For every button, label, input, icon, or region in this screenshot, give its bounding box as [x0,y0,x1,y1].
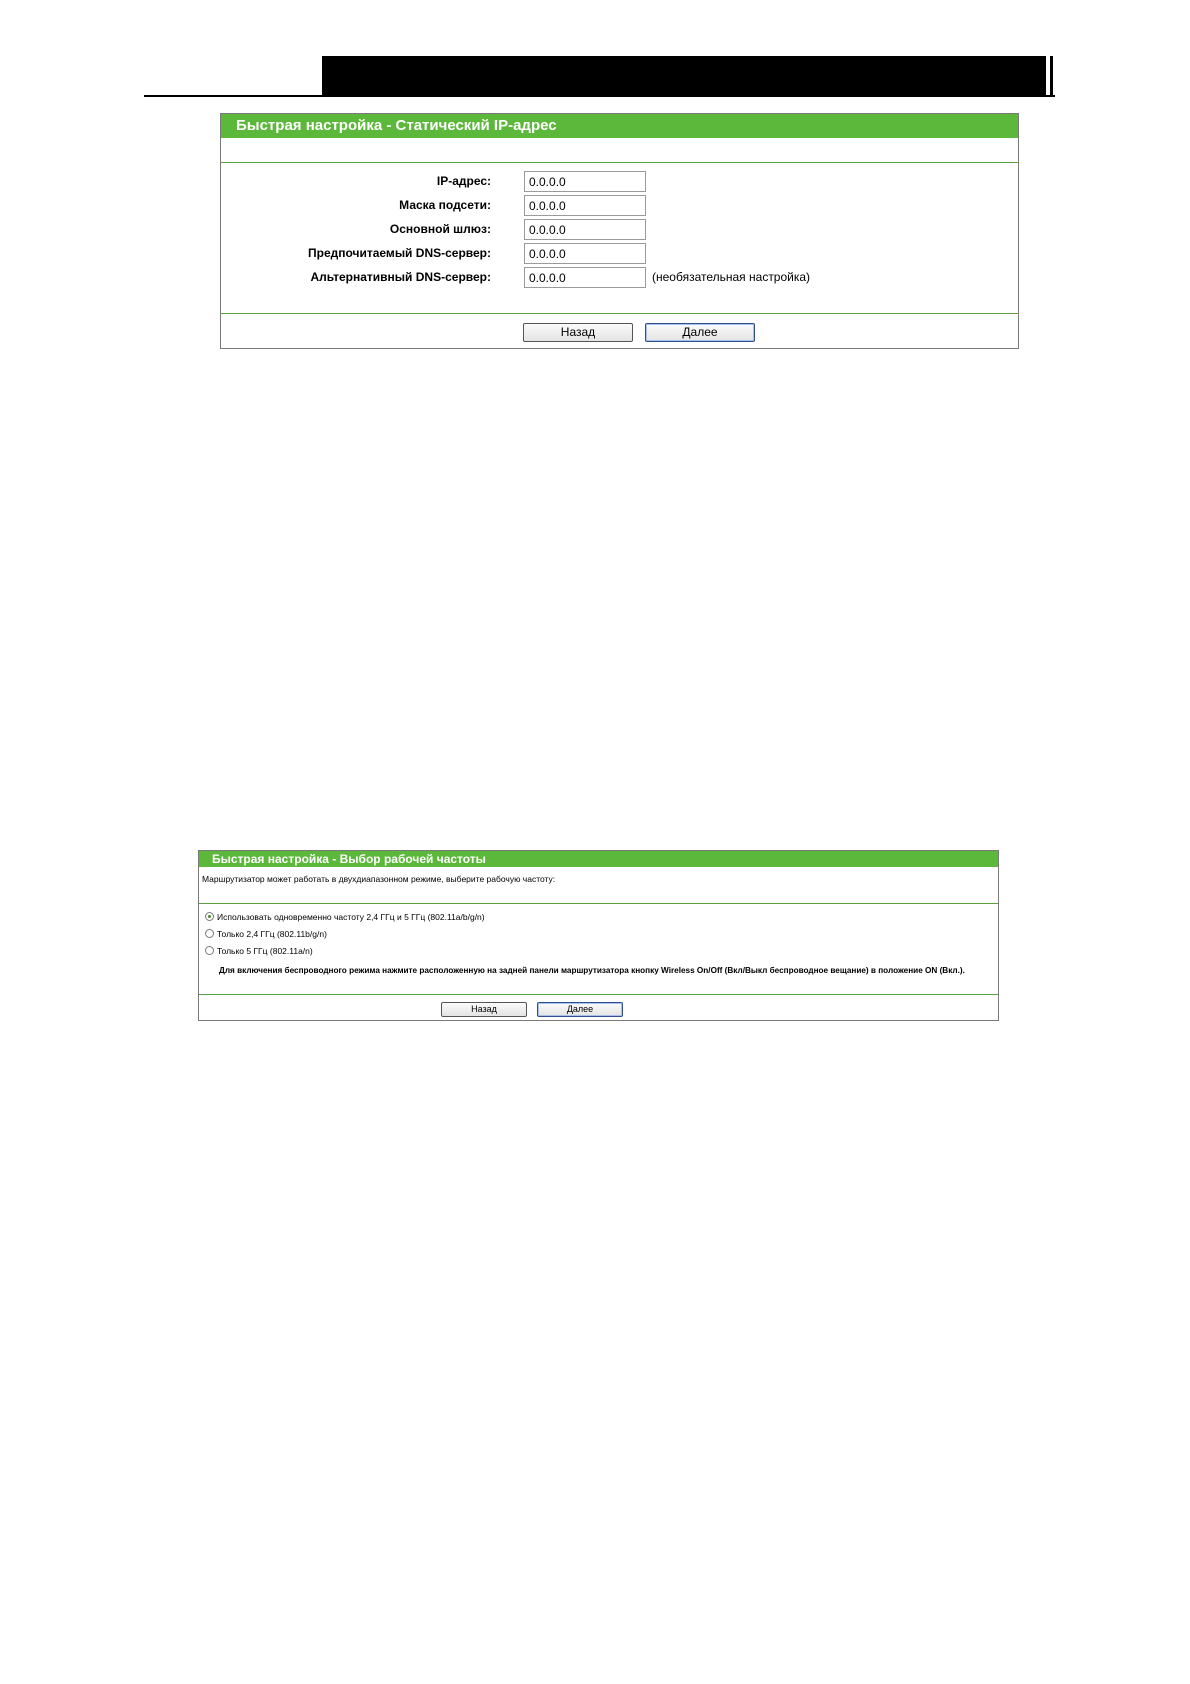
radio-option-5ghz[interactable] [205,945,313,959]
gateway-input[interactable] [524,219,646,240]
radio-button[interactable] [205,929,214,938]
panel-title: Быстрая настройка - Выбор рабочей частоты [199,851,998,867]
radio-label: Использовать одновременно частоту 2,4 ГГц и 5 ГГц (802.11a/b/g/n) [217,911,485,922]
subnet-mask-input[interactable] [524,195,646,216]
divider [221,162,1018,163]
radio-option-dual-band[interactable] [205,911,485,925]
frequency-panel [198,850,999,1021]
panel-title: Быстрая настройка - Статический IP-адрес [221,114,1018,138]
divider [199,903,998,904]
document-header-end [1050,56,1053,96]
gateway-label: Основной шлюз: [389,222,491,236]
ip-address-input[interactable] [524,171,646,192]
radio-label: Только 2,4 ГГц (802.11b/g/n) [217,928,327,939]
divider [221,313,1018,314]
secondary-dns-input[interactable] [524,267,646,288]
next-button[interactable]: Далее [645,323,755,342]
subnet-mask-row [221,195,1018,217]
optional-note: (необязательная настройка) [652,270,811,284]
back-button[interactable]: Назад [441,1002,527,1017]
wireless-note: Для включения беспроводного режима нажмите расположенную на задней панели маршрутизатора кнопку Wireless On/Off (Вкл/Выкл беспроводное вещание) в положение ON (Вкл.). [219,966,965,975]
static-ip-panel [220,113,1019,349]
primary-dns-label: Предпочитаемый DNS-сервер: [308,246,491,260]
document-header-bar [322,56,1050,96]
radio-label: Только 5 ГГц (802.11a/n) [217,945,313,956]
ip-address-row [221,171,1018,193]
subnet-mask-label: Маска подсети: [399,198,491,212]
secondary-dns-label: Альтернативный DNS-сервер: [310,270,491,284]
secondary-dns-row [221,267,1018,289]
primary-dns-input[interactable] [524,243,646,264]
description-text: Маршрутизатор может работать в двухдиапазонном режиме, выберите рабочую частоту: [202,874,556,884]
document-header-rule [144,95,1055,97]
radio-button[interactable] [205,946,214,955]
gateway-row [221,219,1018,241]
radio-button-selected[interactable] [205,912,214,921]
next-button[interactable]: Далее [537,1002,623,1017]
divider [199,994,998,995]
primary-dns-row [221,243,1018,265]
radio-option-2-4ghz[interactable] [205,928,327,942]
ip-address-label: IP-адрес: [436,174,491,188]
back-button[interactable]: Назад [523,323,633,342]
